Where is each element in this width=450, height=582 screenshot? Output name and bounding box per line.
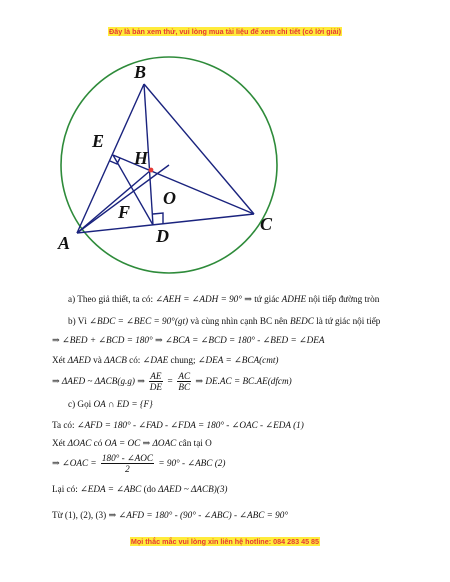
part-c-line3	[52, 437, 212, 449]
part-a-math: ∠AEH = ∠ADH = 90° ⇒	[155, 294, 252, 304]
xet-label: Xét	[52, 438, 66, 448]
hotline-banner-text: Mọi thắc mắc vui lòng xin liên hệ hotline: 084 283 45 85	[130, 537, 320, 546]
fraction-ae-de	[149, 371, 162, 392]
part-c-line2	[52, 419, 304, 431]
segment-ao	[77, 165, 169, 233]
fraction-ac-bc	[177, 371, 191, 392]
similarity-reason: ΔAED ~ ΔACB)(3)	[158, 484, 228, 494]
fraction-den: 2	[125, 464, 130, 475]
triangle-oac: ΔOAC	[67, 438, 92, 448]
tu-label: Từ (1), (2), (3)	[52, 510, 107, 520]
angle-afd-expr: ∠AFD = 180° - ∠FAD - ∠FDA = 180° - ∠OAC - ∠EDA (1)	[76, 420, 304, 430]
va-label: và	[90, 355, 102, 365]
part-c-prefix: c) Gọi	[68, 399, 92, 409]
part-b-line2: ⇒ ∠BED + ∠BCD = 180° ⇒ ∠BCA = ∠BCD = 180° - ∠BED = ∠DEA	[52, 335, 325, 345]
hotline-banner	[0, 537, 450, 546]
part-c-line6	[52, 509, 288, 521]
fraction-den: DE	[149, 382, 163, 393]
geometry-figure	[0, 0, 450, 290]
part-a-prefix: a) Theo giả thiết, ta có:	[68, 294, 154, 304]
equals-sign: =	[166, 376, 174, 386]
lai-co-label: Lại có:	[52, 484, 78, 494]
part-b-prefix: b) Vì	[68, 316, 87, 326]
similarity-conclusion: ⇒ DE.AC = BC.AE(dfcm)	[195, 376, 292, 386]
similarity-start: ⇒ ΔAED ~ ΔACB(g.g) ⇒	[52, 376, 145, 386]
isosceles-expr: OA = OC ⇒ ΔOAC	[104, 438, 177, 448]
fraction-num: AE	[150, 371, 162, 382]
fraction-angle	[101, 453, 154, 474]
do-label: (do	[141, 484, 156, 494]
triangle-aed: ΔAED	[67, 355, 91, 365]
angle-oac-start: ⇒ ∠OAC =	[52, 458, 97, 468]
label-d: D	[156, 226, 169, 246]
part-b-quad: BEDC	[289, 316, 314, 326]
xet-label: Xét	[52, 355, 66, 365]
part-b-text2: là tứ giác nội tiếp	[313, 316, 381, 326]
co-label: có	[91, 438, 103, 448]
part-b-line3	[52, 354, 278, 366]
final-conclusion: ⇒ ∠AFD = 180° - (90° - ∠ABC) - ∠ABC = 90°	[108, 510, 289, 520]
co-label: có:	[126, 355, 141, 365]
angle-equality: ∠DEA = ∠BCA(cmt)	[197, 355, 279, 365]
orthocenter-dot	[149, 168, 154, 173]
ta-co-label: Ta có:	[52, 420, 75, 430]
angle-dae: ∠DAE	[142, 355, 169, 365]
label-h: H	[134, 148, 149, 168]
part-a	[68, 293, 379, 305]
part-b-text1: và cùng nhìn cạnh BC nên	[188, 316, 288, 326]
part-a-quad: ADHE	[281, 294, 307, 304]
right-angle-d	[153, 213, 163, 224]
label-c: C	[260, 214, 273, 234]
triangle-acb: ΔACB	[104, 355, 127, 365]
part-a-text1: tứ giác	[251, 294, 280, 304]
label-e: E	[92, 131, 105, 151]
fraction-den: BC	[178, 382, 191, 393]
part-c-line5	[52, 483, 228, 495]
part-c-line1	[68, 398, 153, 410]
angle-eda-expr: ∠EDA = ∠ABC	[80, 484, 142, 494]
label-b: B	[134, 62, 147, 82]
preview-banner-text: Đây là bản xem thử, vui lòng mua tài liệu để xem chi tiết (có lời giải)	[109, 27, 341, 36]
chung-label: chung;	[168, 355, 196, 365]
fraction-num: AC	[178, 371, 191, 382]
part-a-text2: nội tiếp đường tròn	[306, 294, 380, 304]
label-o: O	[163, 188, 176, 208]
label-f: F	[118, 202, 131, 222]
side-bc	[144, 84, 254, 214]
angle-oac-end: = 90° - ∠ABC (2)	[158, 458, 226, 468]
isosceles-text: cân tại O	[176, 438, 212, 448]
part-b-line4	[52, 370, 292, 392]
fraction-num: 180° - ∠AOC	[101, 453, 154, 464]
part-c-line4	[52, 452, 225, 474]
part-b-math: ∠BDC = ∠BEC = 90°(gt)	[89, 316, 189, 326]
part-c-math: OA ∩ ED = {F}	[93, 399, 153, 409]
part-b-line1	[68, 315, 380, 327]
label-a: A	[58, 233, 71, 253]
